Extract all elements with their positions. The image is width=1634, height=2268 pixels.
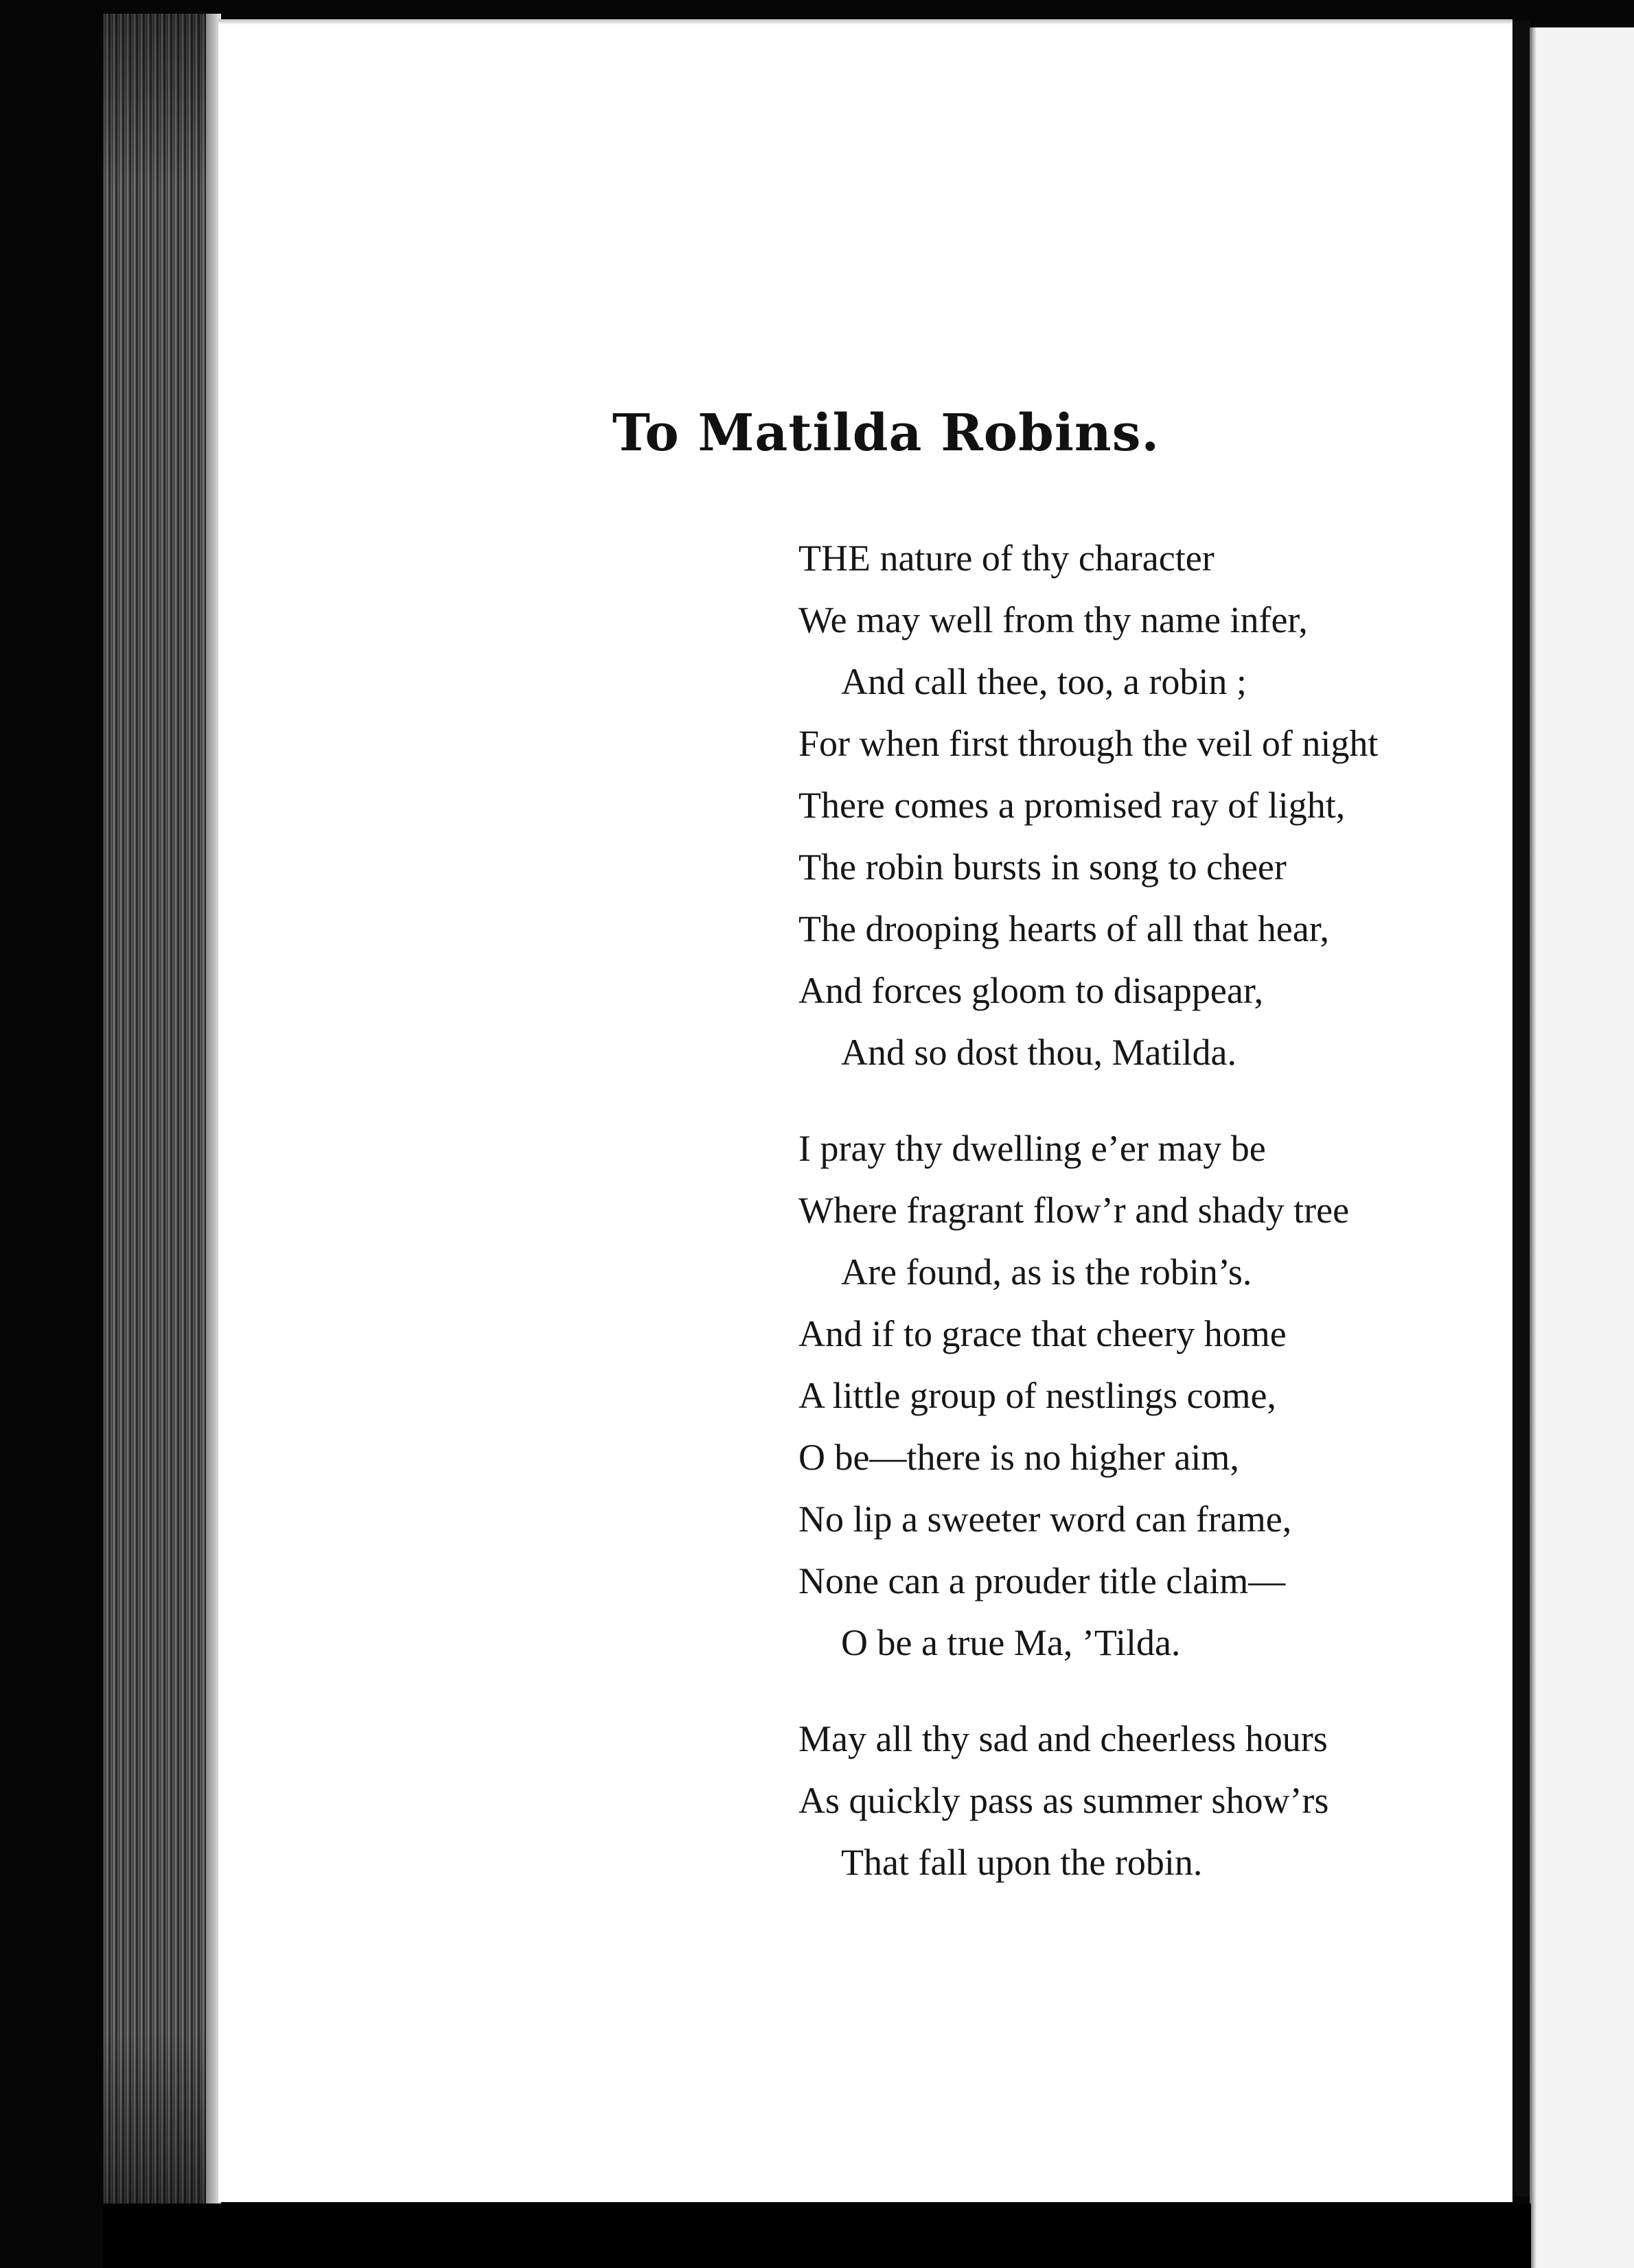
poem-line: O be—there is no higher aim, [798,1437,1239,1478]
poem-line: Are found, as is the robin’s. [841,1251,1252,1293]
stanza-1 [798,527,1622,1083]
book-page [218,19,1512,2202]
poem-title: To Matilda Robins. [612,404,1160,463]
poem-line: As quickly pass as summer show’rs [798,1780,1329,1821]
next-page-edge [1530,27,1634,2268]
poem-line: We may well from thy name infer, [798,599,1308,640]
stanza-2 [798,1118,1622,1674]
poem-body [798,527,1622,1928]
poem-line: And forces gloom to disappear, [798,970,1264,1011]
poem-line: THE nature of thy character [798,537,1215,579]
poem-line: No lip a sweeter word can frame, [798,1498,1292,1540]
poem-line: The robin bursts in song to cheer [798,846,1287,888]
poem-line: A little group of nestlings come, [798,1375,1276,1416]
poem-line: May all thy sad and cheerless hours [798,1718,1328,1759]
book-page-edges [103,14,220,2207]
scan-bottom-border [103,2203,1531,2268]
stanza-3 [798,1708,1622,1893]
poem-line: And so dost thou, Matilda. [841,1032,1236,1073]
poem-line: That fall upon the robin. [841,1842,1203,1883]
book-binding-shadow [1512,21,1530,2197]
poem-line: For when first through the veil of night [798,723,1379,764]
poem-line: Where fragrant flow’r and shady tree [798,1190,1350,1231]
poem-line: I pray thy dwelling e’er may be [798,1128,1266,1169]
poem-line: O be a true Ma, ’Tilda. [841,1622,1181,1663]
poem-line: And if to grace that cheery home [798,1313,1287,1354]
poem-line: None can a prouder title claim— [798,1560,1286,1601]
poem-line: There comes a promised ray of light, [798,785,1346,826]
poem-line: The drooping hearts of all that hear, [798,908,1330,949]
poem-line: And call thee, too, a robin ; [841,661,1247,702]
